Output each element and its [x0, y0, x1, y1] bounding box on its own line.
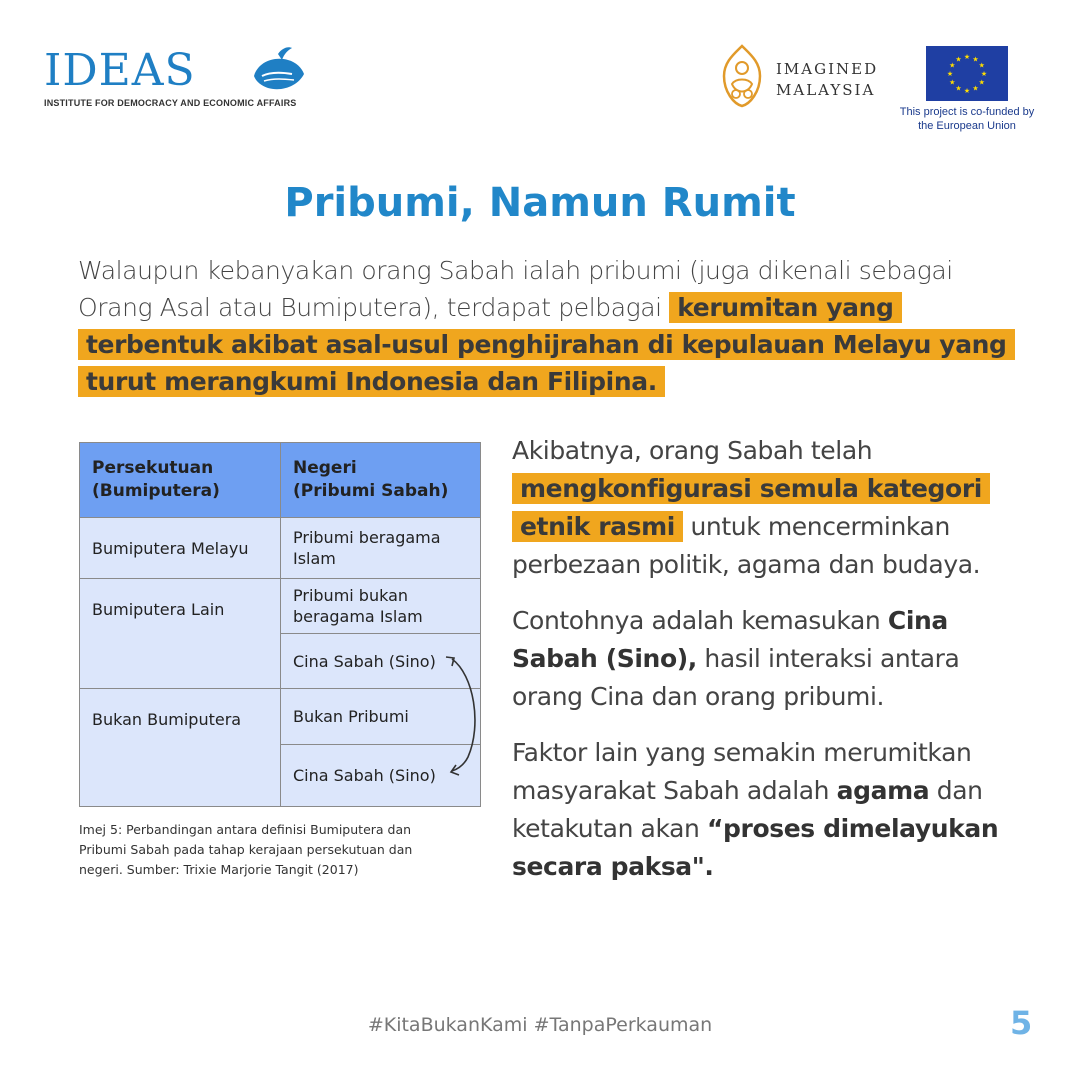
- p1-text-a: Akibatnya, orang Sabah telah: [512, 436, 873, 465]
- p3-bold-b: “proses dimelayukan secara paksa".: [512, 814, 999, 881]
- table-cell: Cina Sabah (Sino): [281, 634, 481, 689]
- wayang-emblem-icon: [720, 44, 764, 108]
- page-title: Pribumi, Namun Rumit: [284, 180, 796, 226]
- eu-star: ★: [963, 87, 971, 95]
- ideas-logo: [44, 45, 297, 116]
- header-col1-line1: Persekutuan: [92, 458, 214, 478]
- eu-star: ★: [963, 53, 971, 61]
- eu-cofunded-caption: [890, 105, 1044, 133]
- intro-plain-text: Walaupun kebanyakan orang Sabah ialah pribumi (juga dikenali sebagai Orang Asal atau Bumiputera), terdapat pelbagai: [78, 256, 953, 322]
- p1-text-b: untuk mencerminkan perbezaan politik, agama dan budaya.: [512, 512, 981, 579]
- image-caption: Imej 5: Perbandingan antara definisi Bumiputera dan Pribumi Sabah pada tahap kerajaan persekutuan dan negeri. Sumber: Trixie Marjorie Tangit (2017): [79, 822, 413, 877]
- imagined-malaysia-logo: [720, 44, 900, 108]
- p2-bold: Cina Sabah (Sino),: [512, 606, 948, 673]
- intro-paragraph: [78, 252, 1018, 400]
- eu-caption-line1: This project is co-funded by: [899, 106, 1035, 118]
- paragraph-1: [512, 432, 1012, 584]
- p3-text-a: Faktor lain yang semakin merumitkan masyarakat Sabah adalah: [512, 738, 972, 805]
- header-col1-line2: (Bumiputera): [92, 481, 220, 501]
- bird-icon: [248, 46, 308, 98]
- eu-star: ★: [949, 61, 956, 70]
- eu-star: ★: [972, 55, 979, 64]
- eu-star: ★: [972, 84, 979, 93]
- header-col2-line1: Negeri: [293, 458, 357, 478]
- imagined-text: IMAGINED: [776, 60, 879, 78]
- eu-star: ★: [978, 61, 985, 70]
- table-row: [80, 689, 481, 745]
- table-cell: Bukan Bumiputera: [80, 689, 281, 807]
- eu-caption-line2: the European Union: [918, 120, 1016, 132]
- table-header-row: [80, 443, 481, 518]
- intro-highlight-text: kerumitan yang terbentuk akibat asal-usul penghijrahan di kepulauan Melayu yang turut merangkumi Indonesia dan Filipina.: [78, 292, 1015, 397]
- table-cell: Pribumi bukan beragama Islam: [281, 579, 481, 634]
- ideas-subtitle: INSTITUTE FOR DEMOCRACY AND ECONOMIC AFFAIRS: [44, 98, 297, 108]
- malaysia-text: MALAYSIA: [776, 81, 876, 99]
- eu-flag-icon: [926, 46, 1008, 101]
- eu-star: ★: [955, 55, 962, 64]
- p3-text-b: dan ketakutan akan: [512, 776, 983, 843]
- header-persekutuan: [80, 443, 281, 518]
- eu-star: ★: [949, 78, 956, 87]
- table-cell: Cina Sabah (Sino): [281, 745, 481, 807]
- eu-star: ★: [955, 84, 962, 93]
- ideas-wordmark: IDEAS: [44, 45, 196, 96]
- eu-star: ★: [946, 70, 954, 78]
- comparison-table: [79, 442, 481, 807]
- table-cell: Bukan Pribumi: [281, 689, 481, 745]
- paragraph-3: [512, 734, 1012, 886]
- table-cell: Pribumi beragama Islam: [281, 518, 481, 579]
- header-col2-line2: (Pribumi Sabah): [293, 481, 449, 501]
- table-cell: Bumiputera Lain: [80, 579, 281, 689]
- curved-arrow-icon: [440, 655, 480, 785]
- page-number: 5: [1010, 1004, 1033, 1042]
- p1-highlight: mengkonfigurasi semula kategori etnik rasmi: [512, 473, 990, 542]
- p2-text-b: hasil interaksi antara orang Cina dan orang pribumi.: [512, 644, 960, 711]
- table-row: [80, 518, 481, 579]
- table-row: [80, 579, 481, 634]
- table-cell: Bumiputera Melayu: [80, 518, 281, 579]
- hashtags: #KitaBukanKami #TanpaPerkauman: [367, 1014, 713, 1036]
- right-column: [512, 432, 1012, 904]
- paragraph-2: [512, 602, 1012, 716]
- eu-star: ★: [978, 78, 985, 87]
- p3-bold-a: agama: [836, 776, 930, 805]
- p2-text-a: Contohnya adalah kemasukan: [512, 606, 888, 635]
- eu-star: ★: [980, 70, 988, 78]
- header-negeri: [281, 443, 481, 518]
